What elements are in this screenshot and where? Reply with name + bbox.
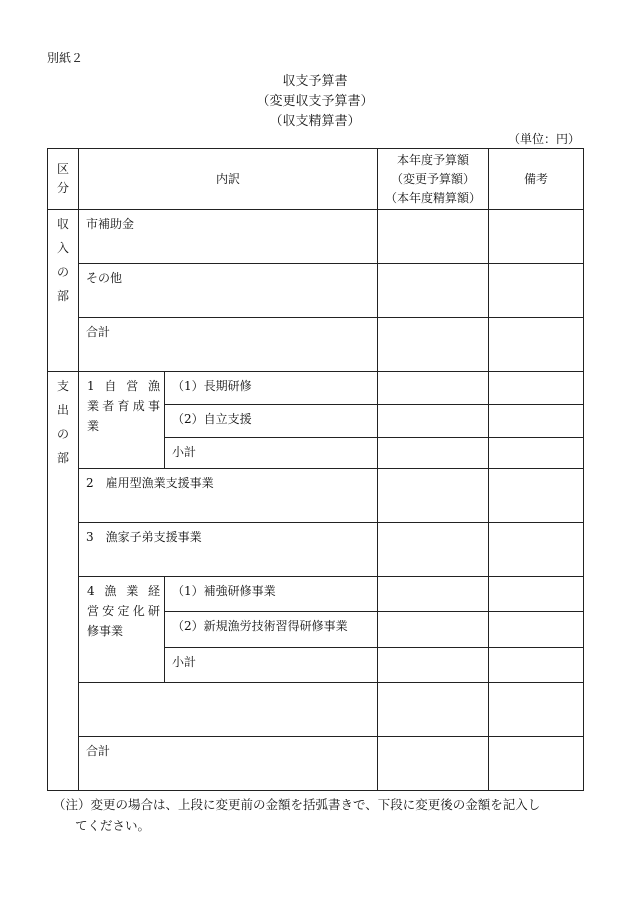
section-char: 支 [56, 379, 69, 393]
amount-cell [378, 264, 489, 318]
section-char: 収 [56, 217, 69, 231]
amount-cell [378, 612, 489, 648]
group-label-line [87, 376, 160, 396]
group-label-char: 者 [102, 399, 115, 413]
expense-item3: 3 漁家子弟支援事業 [79, 523, 378, 577]
group-label-line [87, 416, 160, 436]
header-budget-line: （本年度精算額） [385, 190, 482, 205]
amount-cell [378, 577, 489, 612]
group-label-line [87, 601, 160, 621]
amount-cell [378, 318, 489, 372]
section-char: の [56, 427, 69, 441]
remarks-cell [489, 577, 584, 612]
group-label-char: 業 [126, 584, 139, 598]
expense-group4-label [79, 577, 165, 683]
income-row-subsidy [48, 210, 584, 264]
income-row-other [48, 264, 584, 318]
footnote [53, 794, 593, 836]
expense-group1-label [79, 372, 165, 469]
group-label-char: 営 [87, 604, 100, 618]
unit-label: （単位：円） [507, 132, 580, 146]
amount-cell [378, 372, 489, 405]
amount-cell [378, 469, 489, 523]
income-row-total [48, 318, 584, 372]
header-category-char: 区 [56, 162, 69, 176]
group-label-char: 営 [126, 379, 139, 393]
group-label-char: 1 [87, 379, 95, 393]
group-label-line [87, 581, 160, 601]
amount-cell [378, 523, 489, 577]
section-char: 入 [56, 241, 69, 255]
remarks-cell [489, 612, 584, 648]
section-char: 出 [56, 403, 69, 417]
income-item-other: その他 [79, 264, 378, 318]
remarks-cell [489, 737, 584, 791]
footnote-line1: （注）変更の場合は、上段に変更前の金額を括弧書きで、下段に変更後の金額を記入し [53, 797, 541, 812]
header-breakdown: 内訳 [79, 149, 378, 210]
expense-row-g4-reinforcement [48, 577, 584, 612]
remarks-cell [489, 648, 584, 683]
group-label-char: 育 [117, 399, 130, 413]
group-label-char: 漁 [104, 584, 117, 598]
expense-g1-subtotal: 小計 [165, 438, 378, 469]
header-budget-line: （変更予算額） [391, 171, 476, 186]
amount-cell [378, 683, 489, 737]
section-char: の [56, 265, 69, 279]
remarks-cell [489, 372, 584, 405]
group-label-char: 修事業 [87, 624, 124, 638]
income-section-label [48, 210, 79, 372]
header-budget-line: 本年度予算額 [397, 152, 470, 167]
group-label-char: 業 [87, 419, 100, 433]
remarks-cell [489, 405, 584, 438]
header-remarks: 備考 [489, 149, 584, 210]
expense-section-label [48, 372, 79, 791]
attachment-label: 別紙２ [47, 51, 84, 65]
title-budget: 収支予算書 [282, 74, 348, 89]
group-label-line [87, 621, 160, 641]
remarks-cell [489, 523, 584, 577]
group-label-char: 研 [147, 604, 160, 618]
group-label-char: 漁 [147, 379, 160, 393]
expense-g4-subtotal: 小計 [165, 648, 378, 683]
amount-cell [378, 648, 489, 683]
group-label-char: 化 [132, 604, 145, 618]
group-label-line [87, 396, 160, 416]
group-label-char: 経 [147, 584, 160, 598]
expense-row-total [48, 737, 584, 791]
group-label-char: 業 [87, 399, 100, 413]
expense-row-item3 [48, 523, 584, 577]
title-settlement: （収支精算書） [269, 114, 361, 129]
group-label-char: 定 [117, 604, 130, 618]
remarks-cell [489, 264, 584, 318]
amount-cell [378, 737, 489, 791]
expense-g1-long-training: （1）長期研修 [165, 372, 378, 405]
remarks-cell [489, 318, 584, 372]
budget-table [47, 148, 584, 791]
income-item-total: 合計 [79, 318, 378, 372]
header-category-char: 分 [56, 181, 69, 195]
header-budget-amount [378, 149, 489, 210]
remarks-cell [489, 438, 584, 469]
remarks-cell [489, 469, 584, 523]
expense-blank-item [79, 683, 378, 737]
section-char: 部 [56, 289, 69, 303]
remarks-cell [489, 683, 584, 737]
expense-total: 合計 [79, 737, 378, 791]
header-row [48, 149, 584, 210]
group-label-char: 成 [132, 399, 145, 413]
expense-g1-independence: （2）自立支援 [165, 405, 378, 438]
expense-item2: 2 雇用型漁業支援事業 [79, 469, 378, 523]
title-revised-budget: （変更収支予算書） [256, 94, 374, 109]
footnote-line2: てください。 [75, 818, 151, 833]
group-label-char: 4 [87, 584, 95, 598]
group-label-char: 自 [104, 379, 117, 393]
amount-cell [378, 210, 489, 264]
amount-cell [378, 438, 489, 469]
section-char: 部 [56, 451, 69, 465]
group-label-char: 安 [102, 604, 115, 618]
group-label-char: 事 [147, 399, 160, 413]
income-item-subsidy: 市補助金 [79, 210, 378, 264]
remarks-cell [489, 210, 584, 264]
amount-cell [378, 405, 489, 438]
expense-row-item2 [48, 469, 584, 523]
expense-g4-new-skills: （2）新規漁労技術習得研修事業 [165, 612, 378, 648]
header-category [48, 149, 79, 210]
expense-g4-reinforcement: （1）補強研修事業 [165, 577, 378, 612]
expense-row-g1-long-training [48, 372, 584, 405]
expense-row-blank [48, 683, 584, 737]
